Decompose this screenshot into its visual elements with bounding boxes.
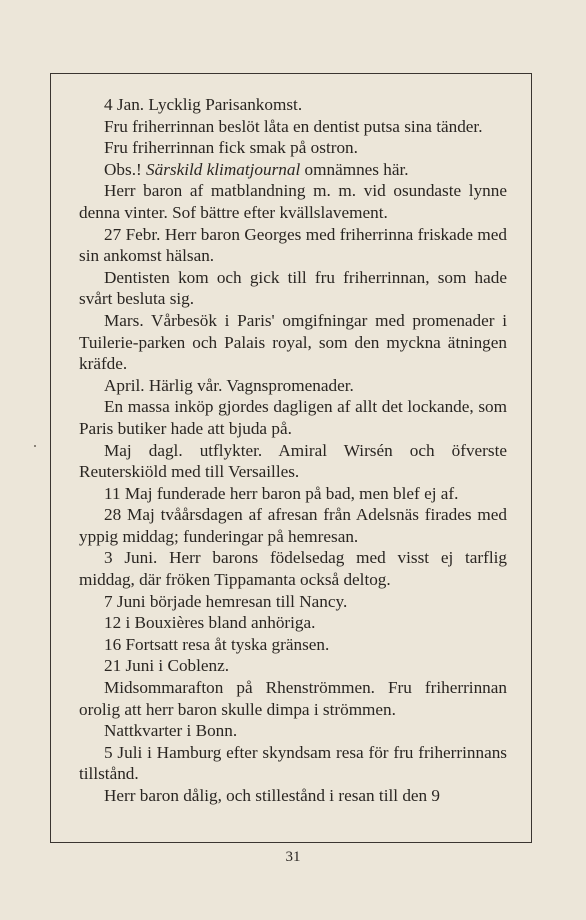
paragraph-june-16: 16 Fortsatt resa åt tyska gränsen. bbox=[104, 634, 330, 654]
paragraph-baron-ill: Herr baron dålig, och stillestånd i resan till den 9 bbox=[104, 786, 441, 805]
stray-ink-mark bbox=[34, 445, 36, 447]
paragraph-june-3: 3 Juni. Herr barons födelsedag med visst ej tarflig middag, där fröken Tippamanta också deltog. bbox=[79, 548, 507, 590]
paragraph-march: Mars. Vårbesök i Paris' omgifningar med promenader i Tuilerie-parken och Palais royal, som den myckna ätningen kräfde. bbox=[79, 310, 507, 374]
paragraph-may-28: 28 Maj tvåårsdagen af afresan från Adelsnäs firades med yppig middag; funderingar på hemresan. bbox=[79, 505, 507, 546]
paragraph-feb-27: 27 Febr. Herr baron Georges med friherrinna friskade med sin ankomst hälsan. bbox=[79, 224, 507, 266]
page-number: 31 bbox=[285, 849, 301, 865]
paragraph-bonn: Nattkvarter i Bonn. bbox=[104, 721, 238, 741]
obs-suffix: omnämnes här. bbox=[300, 159, 409, 179]
paragraph-shopping: En massa inköp gjordes dagligen af allt det lockande, som Paris butiker hade att bjuda på. bbox=[79, 397, 507, 438]
paragraph-june-7: 7 Juni började hemresan till Nancy. bbox=[104, 591, 348, 611]
paragraph-may-11: 11 Maj funderade herr baron på bad, men blef ej af. bbox=[104, 483, 459, 503]
paragraph-oysters: Fru friherrinnan fick smak på ostron. bbox=[104, 138, 358, 158]
paragraph-dentist: Fru friherrinnan beslöt låta en dentist putsa sina tänder. bbox=[104, 116, 483, 136]
obs-emphasis: Särskild klimatjournal bbox=[146, 159, 301, 179]
paragraph-june-12: 12 i Bouxières bland anhöriga. bbox=[104, 613, 316, 633]
obs-prefix: Obs.! bbox=[104, 159, 147, 179]
paragraph-june-21: 21 Juni i Coblenz. bbox=[104, 656, 230, 676]
paragraph-obs bbox=[79, 159, 507, 181]
paragraph-dentist-visit: Dentisten kom och gick till fru friherrinnan, som hade svårt besluta sig. bbox=[79, 267, 507, 309]
paragraph-april: April. Härlig vår. Vagnspromenader. bbox=[104, 375, 354, 395]
paragraph-may: Maj dagl. utflykter. Amiral Wirsén och öfverste Reuterskiöld med till Versailles. bbox=[79, 440, 507, 482]
body-text bbox=[79, 94, 507, 807]
paragraph-july-5: 5 Juli i Hamburg efter skyndsam resa för fru friherrinnans tillstånd. bbox=[79, 742, 507, 784]
paragraph-midsummer: Midsommarafton på Rhenströmmen. Fru friherrinnan orolig att herr baron skulle dimpa i strömmen. bbox=[79, 678, 507, 719]
paragraph-jan-4: 4 Jan. Lycklig Parisankomst. bbox=[104, 95, 303, 114]
paragraph-baron-winter: Herr baron af matblandning m. m. vid osundaste lynne denna vinter. Sof bättre efter kvällslavement. bbox=[79, 181, 507, 222]
